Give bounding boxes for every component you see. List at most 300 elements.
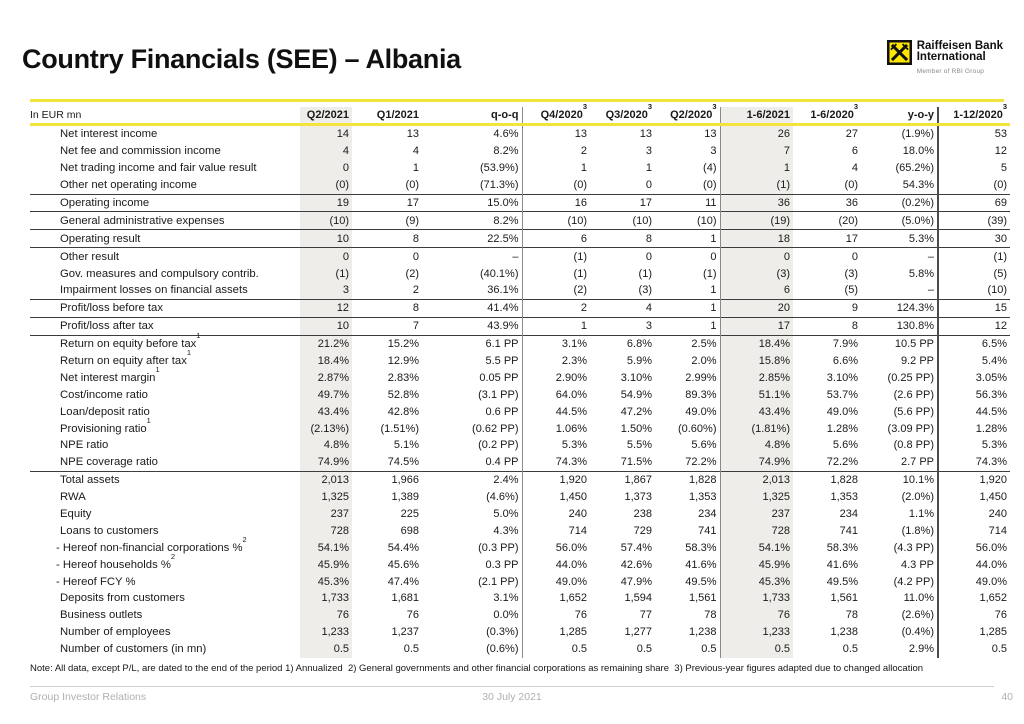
footnote-marker: 3 [582,102,587,111]
column-header-fy-2020: 1-12/2020$^3$ [938,107,1010,125]
cell-q4-2020: 1,285 [559,626,587,639]
cell-qoq: 0.6 PP [422,403,522,420]
cell-h1-2021: (1.81%) [720,420,793,437]
cell-qoq: (53.9%) [422,160,522,177]
cell-q1-2021: 12.9% [387,355,419,368]
financial-table [30,102,1010,658]
cell-q1-2021: (0) [405,179,419,192]
rbi-logo [887,40,1003,77]
cell-q3-2020: 6.8% [590,335,655,352]
cell-q3-2020: 0 [645,179,652,192]
column-header-q2-2021: Q2/2021 [300,107,352,125]
cell-fy-2020: (0) [993,179,1007,192]
cell-h1-2021: 7 [720,143,793,160]
table-row [30,282,1010,299]
cell-h1-2021: 0 [720,248,793,265]
cell-h1-2020: 53.7% [826,388,858,401]
cell-q3-2020: (1) [638,267,652,280]
cell-yoy: 1.1% [861,506,938,523]
table-row [30,177,1010,194]
cell-fy-2020: 1,920 [938,471,1010,488]
cell-qoq: (0.62 PP) [422,420,522,437]
cell-q1-2021: 2.83% [387,371,419,384]
cell-q2-2021: 45.3% [300,573,352,590]
cell-h1-2021: 18 [720,230,793,248]
cell-h1-2020: 49.5% [826,575,858,588]
row-label: Return on equity after tax$^1$ [60,348,192,368]
cell-qoq: (2.1 PP) [422,573,522,590]
cell-yoy: 124.3% [861,299,938,317]
cell-q2-2021: 54.1% [300,539,352,556]
cell-yoy: 10.5 PP [861,335,938,352]
cell-q3-2020: 4 [590,299,655,317]
cell-h1-2020: 3.10% [826,371,858,384]
logo-text [917,40,1003,77]
cell-h1-2021: 45.9% [720,556,793,573]
cell-h1-2020: 41.6% [826,558,858,571]
cell-h1-2020: 49.0% [826,405,858,418]
cell-h1-2020: 6.6% [832,355,858,368]
cell-q2-2021: (1) [300,265,352,282]
cell-yoy: (2.0%) [861,489,938,506]
row-label: Number of customers (in mn) [60,643,207,656]
cell-fy-2020: 44.5% [975,405,1007,418]
cell-yoy: 5.3% [861,230,938,248]
raiffeisen-gable-cross-icon [887,40,912,65]
cell-yoy: 130.8% [861,317,938,335]
cell-q3-2020: 77 [639,609,652,622]
row-label: Profit/loss before tax [30,299,300,317]
cell-q2-2020: 1 [655,282,720,299]
cell-fy-2020: (1) [938,248,1010,265]
table-row [30,403,1010,420]
cell-h1-2021: 51.1% [720,386,793,403]
cell-q2-2020: 72.2% [655,454,720,471]
cell-q2-2020: 741 [655,522,720,539]
cell-q1-2021: 1,681 [391,592,419,605]
cell-yoy: 54.3% [861,177,938,194]
cell-qoq: 22.5% [422,230,522,248]
row-label: Impairment losses on financial assets [60,284,248,297]
table-body [30,125,1010,658]
cell-qoq: (4.6%) [422,489,522,506]
cell-q1-2021: 1,966 [352,471,422,488]
cell-qoq: 2.4% [422,471,522,488]
cell-h1-2020: 8 [793,317,861,335]
cell-q2-2020: 2.99% [655,369,720,386]
cell-q1-2021: 76 [406,609,419,622]
cell-q2-2020: (0.60%) [655,420,720,437]
cell-qoq: 4.6% [422,125,522,143]
cell-q1-2021: (9) [352,212,422,230]
cell-q2-2021: 0 [300,160,352,177]
column-header-qoq: q-o-q [422,107,522,125]
cell-q2-2020: (1) [655,265,720,282]
cell-yoy: (0.8 PP) [861,437,938,454]
row-label: Loans to customers [60,524,159,537]
footnote: Note: All data, except P/L, are dated to the end of the period 1) Annualized 2) General governments and other financial corporations as remaining share 3) Previous-year figures adapted due to changed allocation [30,663,924,674]
cell-q2-2021: 4 [300,143,352,160]
cell-q2-2020: 1 [655,230,720,248]
cell-q2-2020: (4) [655,160,720,177]
cell-q2-2020: 78 [655,607,720,624]
cell-q3-2020: 5.5% [626,439,652,452]
table-row [30,353,1010,370]
cell-qoq: (3.1 PP) [422,386,522,403]
cell-qoq: 0.4 PP [422,454,522,471]
column-header-h1-2020: 1-6/2020$^3$ [793,107,861,125]
table-row [30,230,1010,248]
table-row [30,420,1010,437]
cell-q1-2021: 1,389 [391,491,419,504]
column-header-label: In EUR mn [30,107,300,125]
cell-q3-2020: 1,867 [590,471,655,488]
cell-q1-2021: 17 [352,194,422,212]
cell-q1-2021: 8 [352,230,422,248]
cell-q2-2020: 0.5 [655,641,720,658]
table-row [30,386,1010,403]
row-label: RWA [60,491,86,504]
table-row [30,265,1010,282]
row-label: Net fee and commission income [60,145,221,158]
cell-q1-2021: 698 [400,524,419,537]
cell-qoq: 0.3 PP [422,556,522,573]
cell-h1-2020: 0 [793,248,861,265]
table-row [30,489,1010,506]
cell-qoq: 8.2% [422,143,522,160]
cell-fy-2020: 1,285 [979,626,1007,639]
cell-yoy: (3.09 PP) [861,420,938,437]
cell-h1-2020: 58.3% [826,541,858,554]
cell-h1-2021: 4.8% [720,437,793,454]
cell-q2-2020: 1,561 [655,590,720,607]
cell-qoq: (0.6%) [422,641,522,658]
cell-yoy: (2.6 PP) [861,386,938,403]
cell-q3-2020: 1,277 [624,626,652,639]
cell-q1-2021: 45.6% [387,558,419,571]
cell-qoq: 4.3% [422,522,522,539]
cell-q4-2020: 3.1% [522,335,590,352]
row-label: NPE coverage ratio [60,456,158,469]
footnote-marker: 1 [146,415,151,425]
column-header-q2-2020: Q2/2020$^3$ [655,107,720,125]
cell-h1-2020: 27 [845,128,858,141]
cell-yoy: (4.2 PP) [861,573,938,590]
cell-q2-2021: 76 [300,607,352,624]
cell-q3-2020: 8 [590,230,655,248]
cell-q1-2021: 74.5% [387,456,419,469]
cell-q4-2020: 5.3% [561,439,587,452]
cell-q2-2020: 49.0% [655,403,720,420]
cell-q2-2021: 18.4% [300,353,352,370]
cell-q2-2021: 4.8% [300,437,352,454]
cell-fy-2020: 1,652 [979,592,1007,605]
cell-q2-2020: 0 [655,248,720,265]
table-row [30,641,1010,658]
cell-q2-2020: 234 [655,506,720,523]
cell-q2-2020: 1,353 [655,489,720,506]
cell-q1-2021: 4 [412,145,419,158]
footer-page-number: 40 [1001,691,1013,703]
cell-q3-2020: 1,594 [624,592,652,605]
cell-q4-2020: 56.0% [555,541,587,554]
cell-q4-2020: 1,920 [522,471,590,488]
cell-q4-2020: 1,450 [559,491,587,504]
cell-q4-2020: 2 [522,299,590,317]
cell-h1-2020: 1,828 [793,471,861,488]
cell-yoy: (5.6 PP) [861,403,938,420]
cell-q2-2021: 2.87% [300,369,352,386]
footnote-marker: 1 [155,364,160,374]
cell-fy-2020: 74.3% [975,456,1007,469]
cell-fy-2020: 714 [988,524,1007,537]
cell-yoy: (4.3 PP) [861,539,938,556]
table-row [30,506,1010,523]
cell-q3-2020: 5.9% [626,355,652,368]
table-row [30,522,1010,539]
cell-fy-2020: 240 [988,508,1007,521]
cell-q3-2020: 3 [590,317,655,335]
cell-q2-2021: 43.4% [300,403,352,420]
column-header-h1-2021: 1-6/2021 [720,107,793,125]
cell-yoy: (1.8%) [861,522,938,539]
row-label: General administrative expenses [30,212,300,230]
cell-q3-2020: 238 [633,508,652,521]
logo-subline: Member of RBI Group [916,68,985,75]
cell-q4-2020: 2 [580,145,587,158]
cell-q1-2021: 54.4% [387,541,419,554]
cell-q2-2020: (10) [655,212,720,230]
cell-q2-2021: 14 [300,125,352,143]
footnote-marker: 2 [170,551,176,561]
cell-yoy: (5.0%) [861,212,938,230]
cell-h1-2020: 9 [793,299,861,317]
cell-q3-2020: 13 [639,128,652,141]
cell-h1-2020: 5.6% [832,439,858,452]
cell-h1-2021: (19) [720,212,793,230]
cell-q2-2021: 2,013 [300,471,352,488]
cell-fy-2020: (39) [938,212,1010,230]
column-header-q1-2021: Q1/2021 [352,107,422,125]
cell-h1-2021: 18.4% [720,335,793,352]
cell-h1-2021: 74.9% [720,454,793,471]
cell-h1-2020: 1,561 [830,592,858,605]
table-row [30,212,1010,230]
cell-q4-2020: 6 [522,230,590,248]
row-label: Return on equity before tax$^1$ [30,335,300,352]
cell-q1-2021: 0 [352,248,422,265]
cell-yoy: 2.7 PP [861,454,938,471]
table-row [30,471,1010,488]
cell-q4-2020: 16 [522,194,590,212]
cell-qoq: 3.1% [422,590,522,607]
cell-q4-2020: 1.06% [555,422,587,435]
cell-qoq: 36.1% [422,282,522,299]
cell-q2-2021: 19 [300,194,352,212]
cell-h1-2021: 2,013 [720,471,793,488]
cell-fy-2020: 5 [1000,162,1007,175]
table-row [30,248,1010,265]
cell-h1-2021: 45.3% [720,573,793,590]
cell-h1-2020: 234 [839,508,858,521]
cell-q2-2020: 41.6% [655,556,720,573]
cell-q3-2020: (10) [590,212,655,230]
cell-q4-2020: 240 [568,508,587,521]
cell-h1-2020: 7.9% [793,335,861,352]
row-label: Gov. measures and compulsory contrib. [60,267,259,280]
footnote-marker: 2 [242,534,247,544]
cell-qoq: 43.9% [422,317,522,335]
cell-q2-2020: 1,828 [655,471,720,488]
cell-q4-2020: 74.3% [555,456,587,469]
cell-q2-2020: 2.5% [655,335,720,352]
cell-q3-2020: 42.6% [620,558,652,571]
table-row [30,556,1010,573]
cell-q2-2020: (0) [655,177,720,194]
row-label: Net interest income [60,128,158,141]
cell-yoy: (65.2%) [861,160,938,177]
cell-yoy: 9.2 PP [861,353,938,370]
cell-q4-2020: 2.90% [555,371,587,384]
table-row [30,624,1010,641]
cell-h1-2020: 17 [793,230,861,248]
cell-h1-2021: 43.4% [720,403,793,420]
cell-fy-2020: 1.28% [975,422,1007,435]
cell-q2-2021: 0 [300,248,352,265]
cell-q2-2020: 11 [655,194,720,212]
cell-fy-2020: 1,450 [979,491,1007,504]
row-label: Loan/deposit ratio [60,405,150,418]
row-label: Provisioning ratio$^1$ [60,415,151,435]
cell-q2-2020: 2.0% [655,353,720,370]
cell-q4-2020: 44.5% [555,405,587,418]
cell-q1-2021: 2 [412,284,419,297]
cell-q2-2021: 728 [300,522,352,539]
cell-q2-2021: 0.5 [300,641,352,658]
table-row [30,573,1010,590]
cell-fy-2020: 5.4% [981,355,1007,368]
footnote-marker: 1 [196,331,201,341]
cell-q3-2020: 17 [590,194,655,212]
table-row [30,335,1010,352]
column-header-q4-2020: Q4/2020$^3$ [522,107,590,125]
cell-q3-2020: 0.5 [636,643,652,656]
cell-h1-2021: 6 [720,282,793,299]
logo-line1: Raiffeisen Bank [916,40,1003,52]
cell-fy-2020: 49.0% [975,575,1007,588]
row-label: Other result [30,248,300,265]
cell-q2-2021: 74.9% [300,454,352,471]
table-row [30,143,1010,160]
table-row [30,194,1010,212]
table-row [30,437,1010,454]
cell-h1-2021: 76 [720,607,793,624]
cell-q3-2020: 54.9% [620,388,652,401]
cell-q1-2021: 5.1% [393,439,419,452]
table-row [30,160,1010,177]
cell-q2-2021: (2.13%) [300,420,352,437]
cell-qoq: 41.4% [422,299,522,317]
cell-fy-2020: 53 [994,128,1007,141]
row-label: - Hereof non-financial corporations %$^2$ [56,534,247,554]
cell-h1-2021: (1) [720,177,793,194]
cell-q4-2020: 1 [580,162,587,175]
row-label: Total assets [30,471,300,488]
row-label: Other net operating income [60,179,197,192]
cell-h1-2020: (5) [844,284,858,297]
cell-q2-2021: 21.2% [300,335,352,352]
cell-q3-2020: 0 [590,248,655,265]
cell-q3-2020: (3) [638,284,652,297]
cell-h1-2021: 1,325 [720,489,793,506]
cell-h1-2021: 1,233 [720,624,793,641]
cell-q1-2021: 1,237 [391,626,419,639]
row-label: NPE ratio [60,439,109,452]
cell-q4-2020: (10) [522,212,590,230]
cell-fy-2020: 30 [938,230,1010,248]
table-row [30,607,1010,624]
cell-q2-2020: 1,238 [655,624,720,641]
cell-h1-2020: (0) [844,179,858,192]
footnote-marker: 3 [712,102,717,111]
cell-q1-2021: 0.5 [403,643,419,656]
cell-qoq: – [422,248,522,265]
cell-q4-2020: 0.5 [571,643,587,656]
column-header-q3-2020: Q3/2020$^3$ [590,107,655,125]
cell-q4-2020: (1) [573,267,587,280]
cell-q1-2021: 225 [400,508,419,521]
cell-q4-2020: 2.3% [561,355,587,368]
footer-date: 30 July 2021 [482,691,542,703]
cell-q3-2020: 1.50% [620,422,652,435]
cell-qoq: 15.0% [422,194,522,212]
cell-h1-2020: 4 [851,162,858,175]
table-row [30,539,1010,556]
table-row [30,454,1010,471]
cell-q3-2020: 729 [633,524,652,537]
cell-fy-2020: (10) [987,284,1007,297]
cell-fy-2020: 69 [938,194,1010,212]
row-label: Net interest margin$^1$ [60,364,160,384]
cell-yoy: – [861,248,938,265]
cell-q2-2020: 89.3% [655,386,720,403]
cell-h1-2020: (3) [844,267,858,280]
cell-qoq: (40.1%) [422,265,522,282]
cell-h1-2020: 6 [851,145,858,158]
cell-h1-2020: 72.2% [826,456,858,469]
cell-h1-2021: 2.85% [720,369,793,386]
header-row [30,107,1010,125]
cell-q2-2021: 45.9% [300,556,352,573]
cell-q3-2020: 47.9% [620,575,652,588]
cell-fy-2020: 15 [938,299,1010,317]
cell-yoy: (1.9%) [861,125,938,143]
cell-yoy: 11.0% [861,590,938,607]
cell-qoq: (0.2 PP) [422,437,522,454]
cell-h1-2021: 1 [720,160,793,177]
cell-qoq: 8.2% [422,212,522,230]
row-label: Deposits from customers [60,592,185,605]
cell-q2-2021: (0) [300,177,352,194]
cell-yoy: 18.0% [861,143,938,160]
cell-q3-2020: 3 [645,145,652,158]
cell-h1-2021: 26 [720,125,793,143]
row-label: Business outlets [60,609,143,622]
cell-yoy: 5.8% [861,265,938,282]
cell-qoq: (0.3 PP) [422,539,522,556]
cell-q3-2020: 3.10% [620,371,652,384]
cell-h1-2021: 36 [720,194,793,212]
